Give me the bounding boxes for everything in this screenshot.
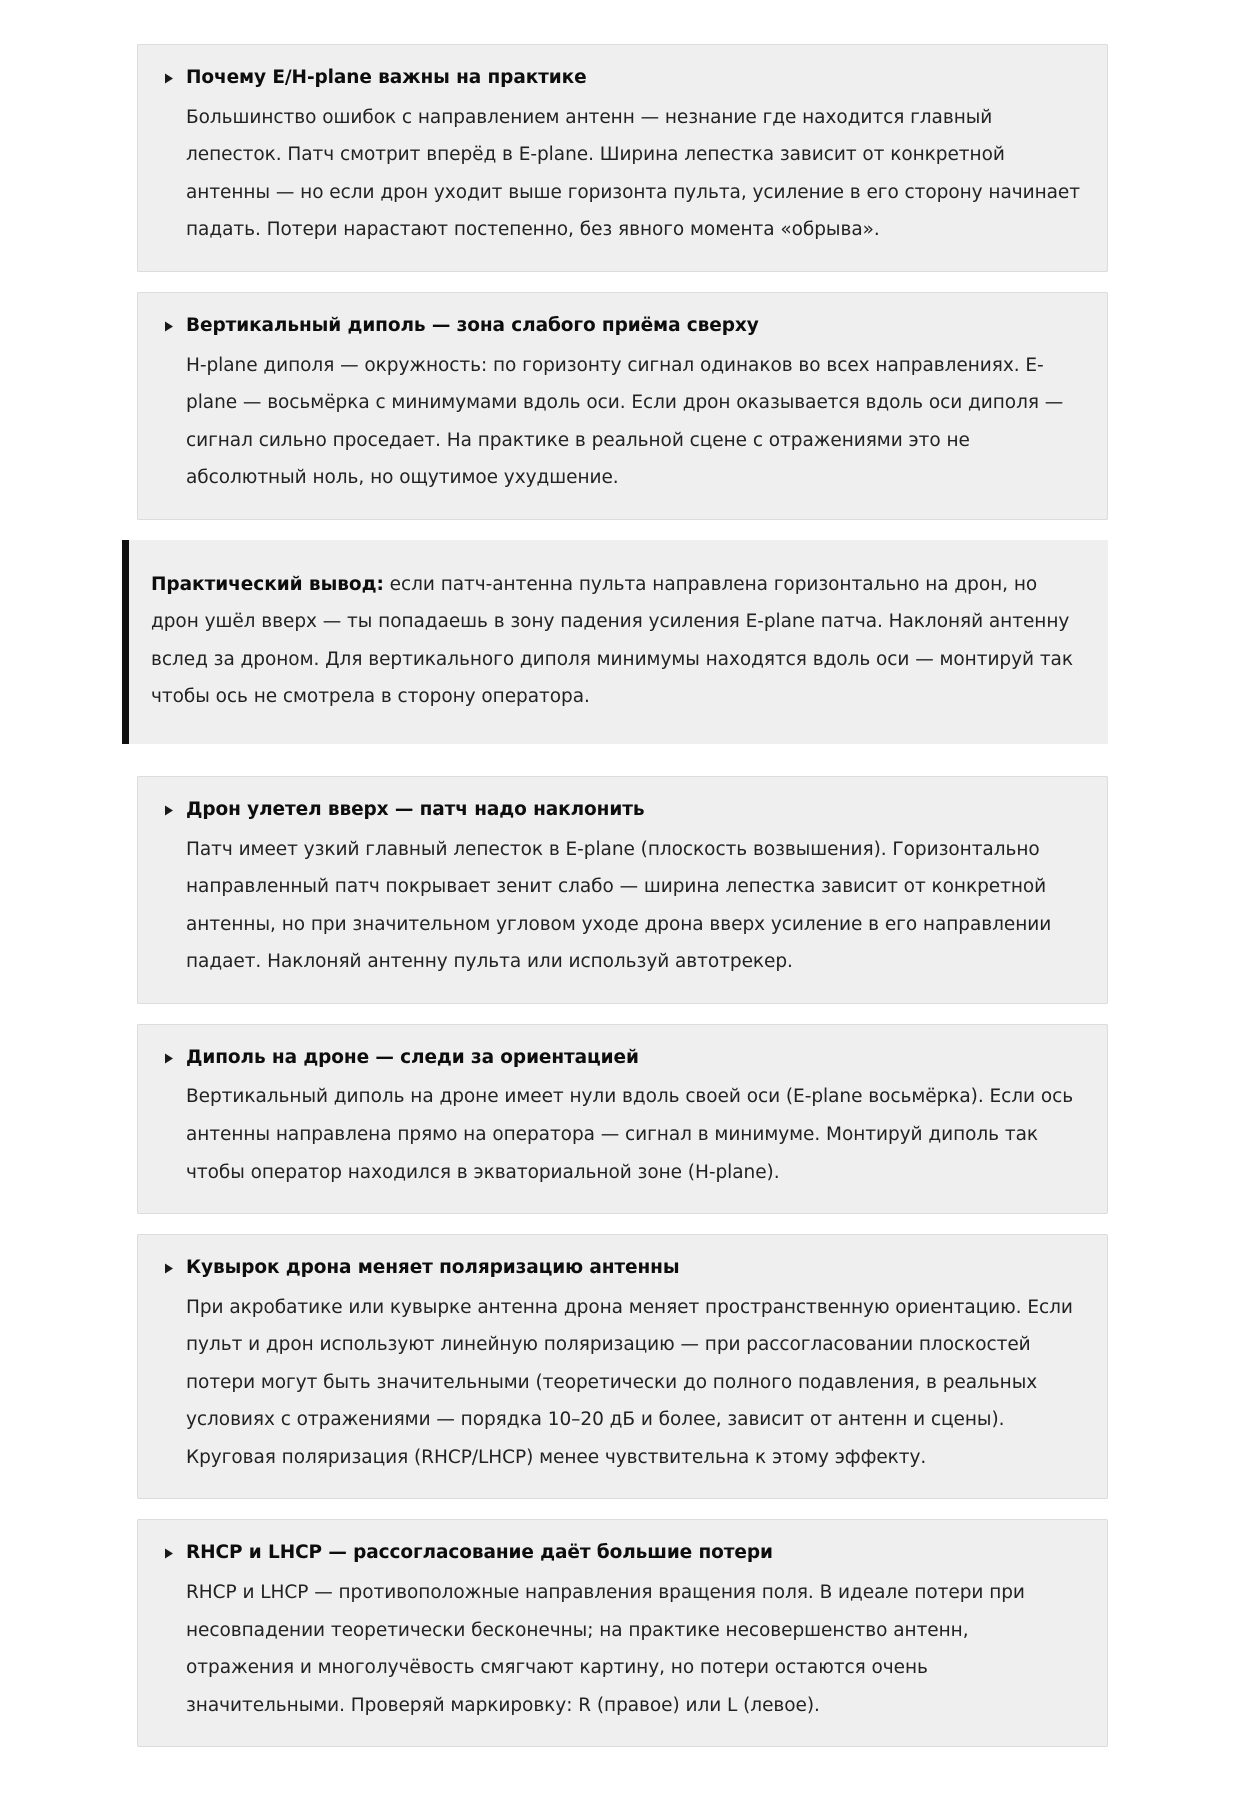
- detail-body: Патч имеет узкий главный лепесток в E-plane (плоскость возвышения). Горизонтально направленный патч покрывает зенит слабо — ширина лепестка зависит от конкретной антенны, но при значительном угловом уходе дрона вверх усиление в его направлении падает. Наклоняй антенну пульта или используй автотрекер.: [186, 838, 1052, 973]
- detail-summary-title: Дрон улетел вверх — патч надо наклонить: [186, 798, 645, 820]
- detail-summary-rhcp-lhcp-mismatch[interactable]: [164, 1539, 1081, 1568]
- practical-conclusion-callout: [122, 540, 1108, 744]
- detail-summary-drone-up-tilt-patch[interactable]: [164, 796, 1081, 825]
- detail-block-why-eh-plane[interactable]: [137, 44, 1108, 272]
- detail-summary-vertical-dipole[interactable]: [164, 312, 1081, 341]
- detail-summary-title: RHCP и LHCP — рассогласование даёт большие потери: [186, 1542, 773, 1564]
- detail-block-drone-up-tilt-patch[interactable]: [137, 776, 1108, 1004]
- triangle-right-icon[interactable]: [164, 312, 186, 332]
- callout-body-text: если патч-антенна пульта направлена горизонтально на дрон, но дрон ушёл вверх — ты попадаешь в зону падения усиления E-plane патча. Наклоняй антенну вслед за дроном. Для вертикального диполя минимумы находятся вдоль оси — монтируй так чтобы ось не смотрела в сторону оператора.: [151, 573, 1073, 708]
- detail-summary-title: Диполь на дроне — следи за ориентацией: [186, 1046, 639, 1068]
- detail-summary-dipole-on-drone[interactable]: [164, 1044, 1081, 1073]
- detail-summary-title: Кувырок дрона меняет поляризацию антенны: [186, 1257, 680, 1279]
- detail-block-rhcp-lhcp-mismatch[interactable]: [137, 1519, 1108, 1747]
- detail-body: Большинство ошибок с направлением антенн — незнание где находится главный лепесток. Патч смотрит вперёд в E-plane. Ширина лепестка зависит от конкретной антенны — но если дрон уходит выше горизонта пульта, усиление в его сторону начинает падать. Потери нарастают постепенно, без явного момента «обрыва».: [186, 106, 1080, 241]
- detail-block-flip-changes-polarization[interactable]: [137, 1234, 1108, 1499]
- detail-summary-flip-changes-polarization[interactable]: [164, 1254, 1081, 1283]
- callout-paragraph: [151, 566, 1082, 716]
- detail-summary-why-eh-plane[interactable]: [164, 64, 1081, 93]
- detail-body: При акробатике или кувырке антенна дрона меняет пространственную ориентацию. Если пульт и дрон используют линейную поляризацию — при рассогласовании плоскостей потери могут быть значительными (теоретически до полного подавления, в реальных условиях с отражениями — порядка 10–20 дБ и более, зависит от антенн и сцены). Круговая поляризация (RHCP/LHCP) менее чувствительна к этому эффекту.: [186, 1296, 1073, 1468]
- detail-block-vertical-dipole[interactable]: [137, 292, 1108, 520]
- triangle-right-icon[interactable]: [164, 1254, 186, 1274]
- detail-body: H-plane диполя — окружность: по горизонту сигнал одинаков во всех направлениях. E-plane — восьмёрка с минимумами вдоль оси. Если дрон оказывается вдоль оси диполя — сигнал сильно проседает. На практике в реальной сцене с отражениями это не абсолютный ноль, но ощутимое ухудшение.: [186, 354, 1064, 489]
- detail-summary-title: Вертикальный диполь — зона слабого приёма сверху: [186, 314, 759, 336]
- detail-body: Вертикальный диполь на дроне имеет нули вдоль своей оси (E-plane восьмёрка). Если ось антенны направлена прямо на оператора — сигнал в минимуме. Монтируй диполь так чтобы оператор находился в экваториальной зоне (H-plane).: [186, 1086, 1074, 1183]
- detail-block-dipole-on-drone[interactable]: [137, 1024, 1108, 1214]
- detail-summary-title: Почему E/H-plane важны на практике: [186, 67, 587, 88]
- triangle-right-icon[interactable]: [164, 1539, 186, 1559]
- detail-body: RHCP и LHCP — противоположные направления вращения поля. В идеале потери при несовпадении теоретически бесконечны; на практике несовершенство антенн, отражения и многолучёвость смягчают картину, но потери остаются очень значительными. Проверяй маркировку: R (правое) или L (левое).: [186, 1582, 1025, 1716]
- triangle-right-icon[interactable]: [164, 64, 186, 84]
- callout-lead-label: Практический вывод:: [151, 573, 384, 595]
- triangle-right-icon[interactable]: [164, 1044, 186, 1064]
- triangle-right-icon[interactable]: [164, 796, 186, 816]
